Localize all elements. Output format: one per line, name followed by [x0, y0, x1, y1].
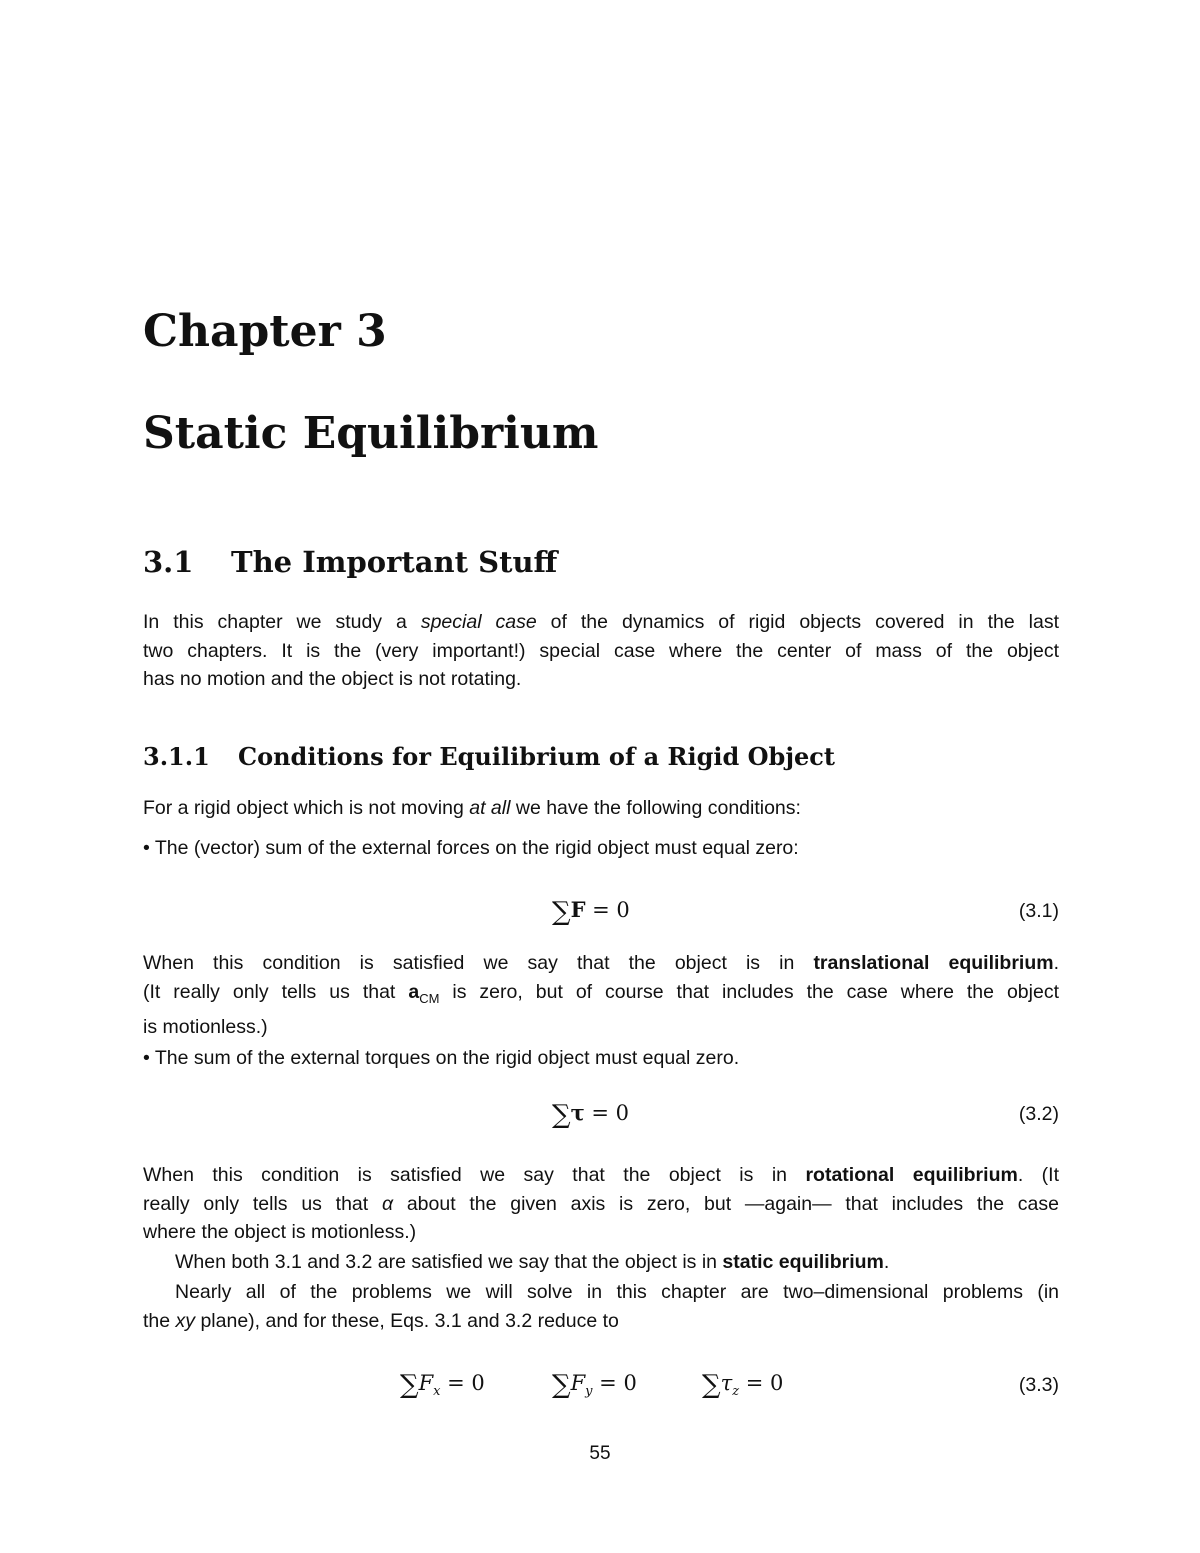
- torque-component: τ: [720, 1371, 733, 1395]
- chapter-label: Chapter 3: [143, 306, 387, 357]
- force-component: F: [570, 1371, 586, 1395]
- sum-symbol: ∑: [702, 1370, 721, 1400]
- planar-line-2: [143, 1307, 1059, 1336]
- text-run: In this chapter we study a: [143, 611, 421, 633]
- bullet-torques: [143, 1044, 1059, 1073]
- bullet-forces-text: • The (vector) sum of the external forces on the rigid object must equal zero:: [143, 837, 799, 859]
- text-run: plane), and for these, Eqs. 3.1 and 3.2 reduce to: [195, 1309, 619, 1332]
- equation-3-3-fx: [400, 1370, 485, 1400]
- subsection-title: Conditions for Equilibrium of a Rigid Object: [238, 742, 835, 771]
- text-run: When this condition is satisfied we say that the object is in: [143, 952, 814, 974]
- static-line: [143, 1248, 1059, 1277]
- text-run: When both 3.1 and 3.2 are satisfied we say that the object is in: [175, 1251, 723, 1273]
- equation-number-3-3: (3.3): [1018, 1374, 1059, 1396]
- force-component: F: [418, 1371, 434, 1395]
- translational-paragraph: [143, 949, 1059, 1042]
- subscript: y: [585, 1384, 593, 1400]
- section-title: The Important Stuff: [231, 545, 558, 579]
- text-run: . (It: [1017, 1164, 1060, 1186]
- planar-line-1: Nearly all of the problems we will solve in this chapter are two–dimensional problems (in: [175, 1281, 1059, 1303]
- text-run: (It really only tells us that: [143, 980, 409, 1003]
- text-run: about the given axis is zero, but —again— that includes the case: [393, 1192, 1059, 1215]
- sum-symbol: ∑: [552, 1370, 571, 1400]
- force-vector: F: [570, 897, 586, 922]
- equation-3-2: [552, 1100, 629, 1130]
- text-run: .: [1053, 952, 1059, 974]
- sum-symbol: ∑: [400, 1370, 419, 1400]
- subsection-heading: [143, 742, 835, 771]
- subscript: z: [732, 1384, 740, 1400]
- emphasis-text: special case: [420, 611, 537, 633]
- equals-zero: = 0: [584, 1101, 630, 1125]
- equals-zero: = 0: [585, 898, 630, 922]
- equation-3-1: [552, 897, 630, 927]
- text-run: the: [143, 1309, 176, 1332]
- translational-line-2: [143, 978, 1059, 1013]
- bold-term: static equilibrium: [722, 1251, 884, 1273]
- lead-paragraph: [143, 794, 1059, 823]
- equals-zero: = 0: [739, 1371, 784, 1395]
- intro-line-1: [143, 608, 1059, 637]
- equation-3-3-fy: [552, 1370, 637, 1400]
- rotational-paragraph: [143, 1161, 1059, 1247]
- section-number: 3.1: [143, 545, 194, 579]
- subscript: CM: [419, 990, 440, 1006]
- static-paragraph: [143, 1248, 1059, 1277]
- rotational-line-3: where the object is motionless.): [143, 1221, 417, 1244]
- planar-paragraph: [143, 1278, 1059, 1335]
- bold-term: translational equilibrium: [813, 952, 1054, 974]
- equation-3-3-tz: [702, 1370, 783, 1400]
- translational-line-3: is motionless.): [143, 1016, 268, 1039]
- intro-paragraph: [143, 608, 1059, 694]
- bullet-torques-text: • The sum of the external torques on the rigid object must equal zero.: [143, 1047, 740, 1069]
- text-run: is zero, but of course that includes the case where the object: [439, 980, 1059, 1003]
- bold-term: rotational equilibrium: [805, 1164, 1018, 1186]
- text-run: really only tells us that: [143, 1192, 382, 1215]
- emphasis-text: at all: [469, 797, 511, 819]
- xy-symbol: xy: [175, 1309, 196, 1332]
- text-run: of the dynamics of rigid objects covered in the last: [536, 611, 1059, 633]
- sum-symbol: ∑: [552, 897, 571, 927]
- text-run: For a rigid object which is not moving: [143, 797, 470, 819]
- translational-line-1: [143, 949, 1059, 978]
- page-number: 55: [589, 1443, 611, 1464]
- lead-line: [143, 794, 1059, 823]
- sum-symbol: ∑: [552, 1100, 571, 1130]
- accel-vector: a: [408, 980, 420, 1003]
- text-run: .: [883, 1251, 890, 1273]
- intro-line-2: two chapters. It is the (very important!) special case where the center of mass of the object: [143, 639, 1059, 662]
- text-run: When this condition is satisfied we say that the object is in: [143, 1164, 806, 1186]
- rotational-line-1: [143, 1161, 1059, 1190]
- chapter-title: Static Equilibrium: [143, 408, 599, 459]
- equation-number-3-1: (3.1): [1018, 900, 1059, 922]
- subsection-number: 3.1.1: [143, 742, 210, 771]
- equals-zero: = 0: [592, 1371, 637, 1395]
- equation-number-3-2: (3.2): [1018, 1103, 1059, 1125]
- section-heading: [143, 545, 557, 579]
- text-run: we have the following conditions:: [510, 797, 801, 819]
- bullet-forces: [143, 834, 1059, 863]
- torque-vector: τ: [570, 1100, 585, 1125]
- equals-zero: = 0: [440, 1371, 485, 1395]
- subscript: x: [433, 1384, 441, 1400]
- alpha-symbol: α: [381, 1192, 394, 1215]
- rotational-line-2: [143, 1190, 1059, 1219]
- intro-line-3: has no motion and the object is not rotating.: [143, 668, 522, 691]
